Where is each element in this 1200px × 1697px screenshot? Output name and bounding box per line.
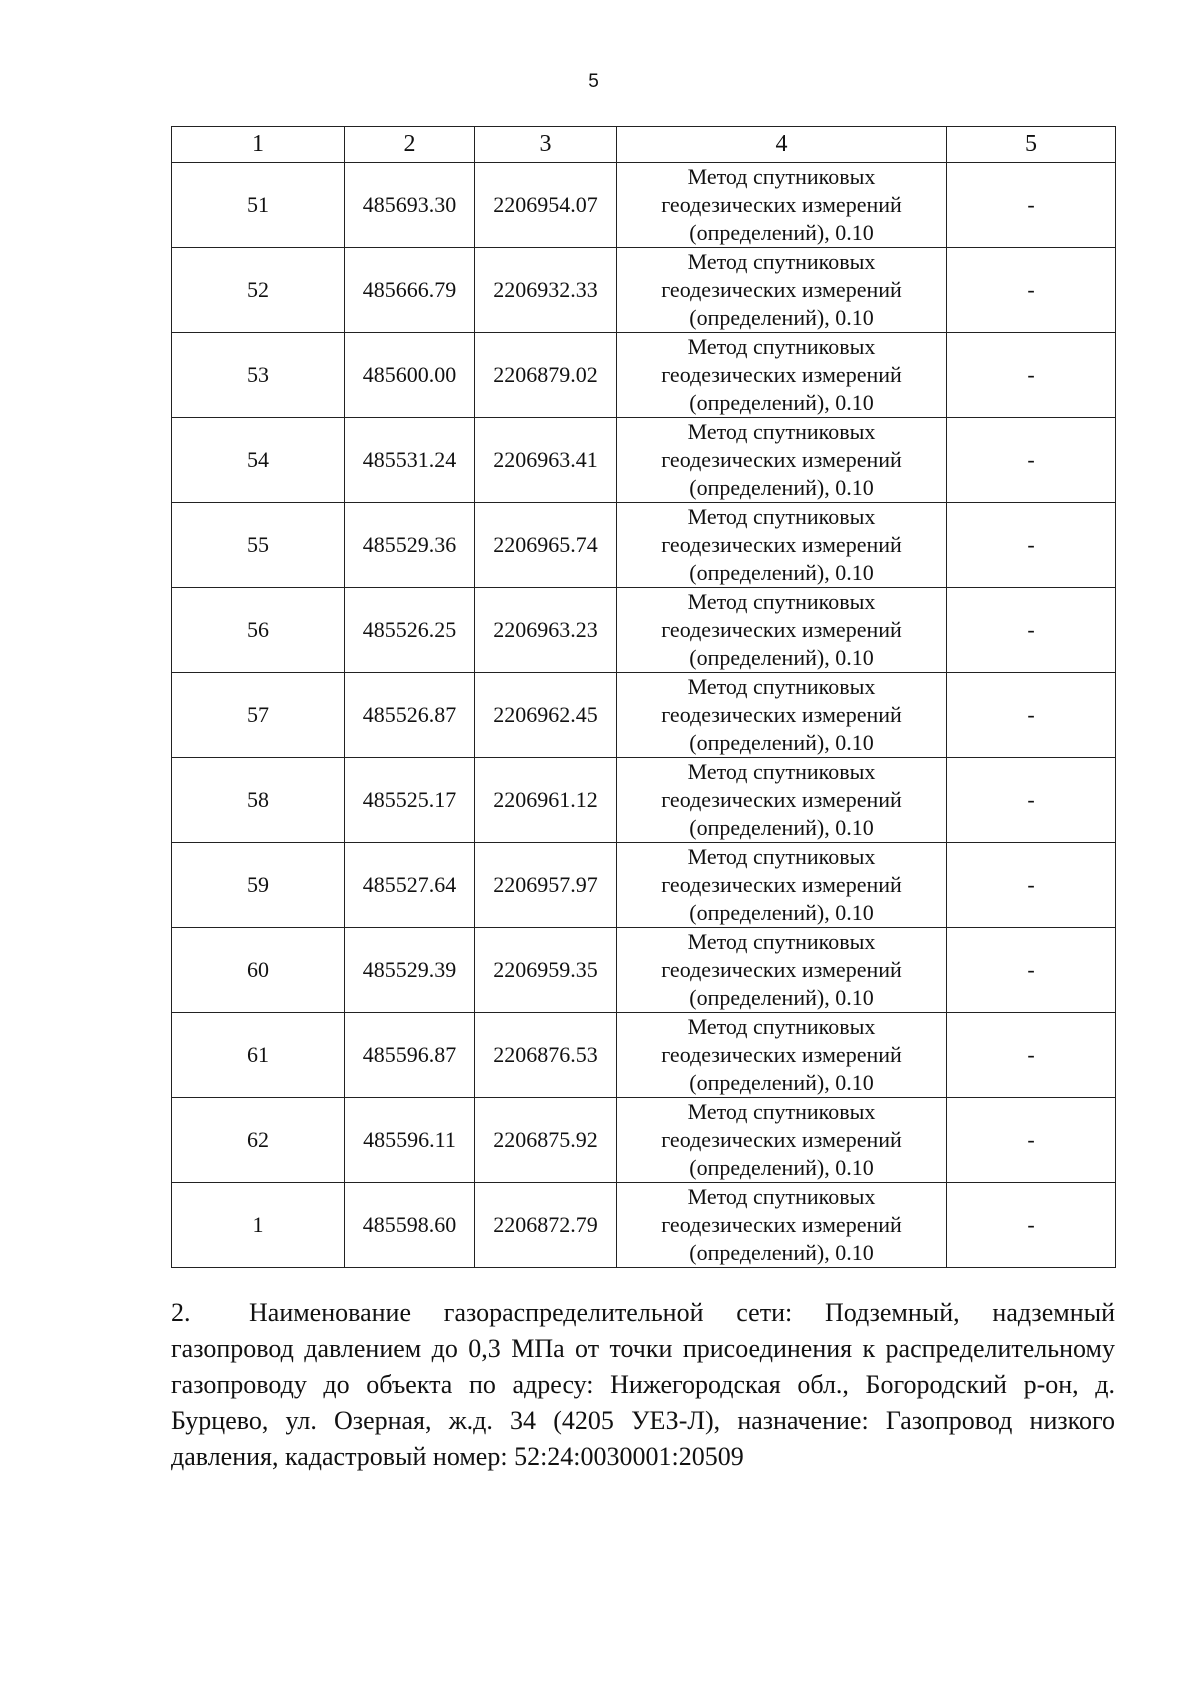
method-cell [617, 1098, 947, 1183]
table-body [172, 163, 1116, 1268]
table-row [172, 843, 1116, 928]
method-line: (определений), 0.10 [689, 1240, 874, 1265]
page-number: 5 [588, 71, 599, 92]
point-number-cell: 57 [172, 673, 345, 758]
point-number-cell: 53 [172, 333, 345, 418]
y-coordinate-cell: 2206962.45 [475, 673, 617, 758]
method-line: геодезических измерений [661, 1127, 902, 1152]
note-cell: - [947, 248, 1116, 333]
method-cell [617, 843, 947, 928]
point-number-cell: 58 [172, 758, 345, 843]
method-line: Метод спутниковых [687, 1184, 876, 1209]
point-number-cell: 62 [172, 1098, 345, 1183]
method-line: (определений), 0.10 [689, 645, 874, 670]
method-line: (определений), 0.10 [689, 1070, 874, 1095]
table-header-row [172, 127, 1116, 163]
method-line: Метод спутниковых [687, 1014, 876, 1039]
table-row [172, 673, 1116, 758]
note-cell: - [947, 418, 1116, 503]
method-line: (определений), 0.10 [689, 220, 874, 245]
method-line: (определений), 0.10 [689, 390, 874, 415]
method-line: геодезических измерений [661, 1212, 902, 1237]
table-row [172, 503, 1116, 588]
column-header: 1 [172, 127, 345, 163]
method-cell [617, 1013, 947, 1098]
method-cell [617, 333, 947, 418]
method-line: Метод спутниковых [687, 249, 876, 274]
y-coordinate-cell: 2206879.02 [475, 333, 617, 418]
y-coordinate-cell: 2206876.53 [475, 1013, 617, 1098]
method-line: геодезических измерений [661, 1042, 902, 1067]
method-line: (определений), 0.10 [689, 815, 874, 840]
x-coordinate-cell: 485596.87 [345, 1013, 475, 1098]
method-cell [617, 1183, 947, 1268]
column-header: 2 [345, 127, 475, 163]
x-coordinate-cell: 485598.60 [345, 1183, 475, 1268]
network-description [171, 1295, 1115, 1475]
method-line: геодезических измерений [661, 362, 902, 387]
method-line: геодезических измерений [661, 447, 902, 472]
point-number-cell: 56 [172, 588, 345, 673]
method-line: (определений), 0.10 [689, 730, 874, 755]
method-line: Метод спутниковых [687, 164, 876, 189]
table-row [172, 1098, 1116, 1183]
y-coordinate-cell: 2206959.35 [475, 928, 617, 1013]
note-cell: - [947, 1098, 1116, 1183]
method-line: (определений), 0.10 [689, 900, 874, 925]
x-coordinate-cell: 485600.00 [345, 333, 475, 418]
method-line: (определений), 0.10 [689, 305, 874, 330]
table-row [172, 248, 1116, 333]
table-row [172, 333, 1116, 418]
table-row [172, 588, 1116, 673]
point-number-cell: 55 [172, 503, 345, 588]
method-line: Метод спутниковых [687, 1099, 876, 1124]
note-cell: - [947, 163, 1116, 248]
method-cell [617, 163, 947, 248]
method-line: геодезических измерений [661, 702, 902, 727]
method-line: Метод спутниковых [687, 929, 876, 954]
point-number-cell: 51 [172, 163, 345, 248]
y-coordinate-cell: 2206963.41 [475, 418, 617, 503]
method-line: Метод спутниковых [687, 334, 876, 359]
section-text: Наименование газораспределительной сети: Подземный, надземный газопровод давлением до 0,3 МПа от точки присоединения к распределительному газопроводу до объекта по адресу: Нижегородская обл., Богородский р-он, д. Бурцево, ул. Озерная, ж.д. 34 (4205 УЕЗ-Л), назначение: Газопровод низкого давления, кадастровый номер: 52:24:0030001:20509 [171, 1298, 1115, 1471]
y-coordinate-cell: 2206932.33 [475, 248, 617, 333]
method-cell [617, 588, 947, 673]
note-cell: - [947, 333, 1116, 418]
method-line: (определений), 0.10 [689, 560, 874, 585]
coordinates-table [171, 126, 1116, 1268]
method-line: Метод спутниковых [687, 419, 876, 444]
method-line: Метод спутниковых [687, 589, 876, 614]
column-header: 5 [947, 127, 1116, 163]
table-row [172, 928, 1116, 1013]
y-coordinate-cell: 2206961.12 [475, 758, 617, 843]
x-coordinate-cell: 485527.64 [345, 843, 475, 928]
table-row [172, 163, 1116, 248]
x-coordinate-cell: 485693.30 [345, 163, 475, 248]
x-coordinate-cell: 485526.87 [345, 673, 475, 758]
method-line: Метод спутниковых [687, 759, 876, 784]
method-cell [617, 503, 947, 588]
x-coordinate-cell: 485596.11 [345, 1098, 475, 1183]
method-line: (определений), 0.10 [689, 475, 874, 500]
x-coordinate-cell: 485529.36 [345, 503, 475, 588]
method-line: Метод спутниковых [687, 504, 876, 529]
method-line: геодезических измерений [661, 787, 902, 812]
y-coordinate-cell: 2206965.74 [475, 503, 617, 588]
note-cell: - [947, 673, 1116, 758]
x-coordinate-cell: 485529.39 [345, 928, 475, 1013]
point-number-cell: 54 [172, 418, 345, 503]
y-coordinate-cell: 2206957.97 [475, 843, 617, 928]
method-cell [617, 758, 947, 843]
column-header: 3 [475, 127, 617, 163]
point-number-cell: 1 [172, 1183, 345, 1268]
method-line: геодезических измерений [661, 532, 902, 557]
y-coordinate-cell: 2206963.23 [475, 588, 617, 673]
column-header: 4 [617, 127, 947, 163]
method-cell [617, 928, 947, 1013]
note-cell: - [947, 843, 1116, 928]
x-coordinate-cell: 485525.17 [345, 758, 475, 843]
method-cell [617, 418, 947, 503]
method-cell [617, 673, 947, 758]
method-line: геодезических измерений [661, 192, 902, 217]
method-line: геодезических измерений [661, 617, 902, 642]
y-coordinate-cell: 2206875.92 [475, 1098, 617, 1183]
note-cell: - [947, 503, 1116, 588]
note-cell: - [947, 928, 1116, 1013]
x-coordinate-cell: 485666.79 [345, 248, 475, 333]
y-coordinate-cell: 2206872.79 [475, 1183, 617, 1268]
note-cell: - [947, 588, 1116, 673]
point-number-cell: 59 [172, 843, 345, 928]
x-coordinate-cell: 485526.25 [345, 588, 475, 673]
method-line: (определений), 0.10 [689, 1155, 874, 1180]
method-cell [617, 248, 947, 333]
table-row [172, 418, 1116, 503]
method-line: геодезических измерений [661, 872, 902, 897]
note-cell: - [947, 758, 1116, 843]
table-row [172, 1183, 1116, 1268]
y-coordinate-cell: 2206954.07 [475, 163, 617, 248]
point-number-cell: 61 [172, 1013, 345, 1098]
x-coordinate-cell: 485531.24 [345, 418, 475, 503]
method-line: (определений), 0.10 [689, 985, 874, 1010]
method-line: Метод спутниковых [687, 844, 876, 869]
point-number-cell: 60 [172, 928, 345, 1013]
note-cell: - [947, 1013, 1116, 1098]
point-number-cell: 52 [172, 248, 345, 333]
note-cell: - [947, 1183, 1116, 1268]
table-row [172, 1013, 1116, 1098]
method-line: геодезических измерений [661, 277, 902, 302]
table-row [172, 758, 1116, 843]
method-line: Метод спутниковых [687, 674, 876, 699]
method-line: геодезических измерений [661, 957, 902, 982]
section-number: 2. [171, 1298, 191, 1327]
